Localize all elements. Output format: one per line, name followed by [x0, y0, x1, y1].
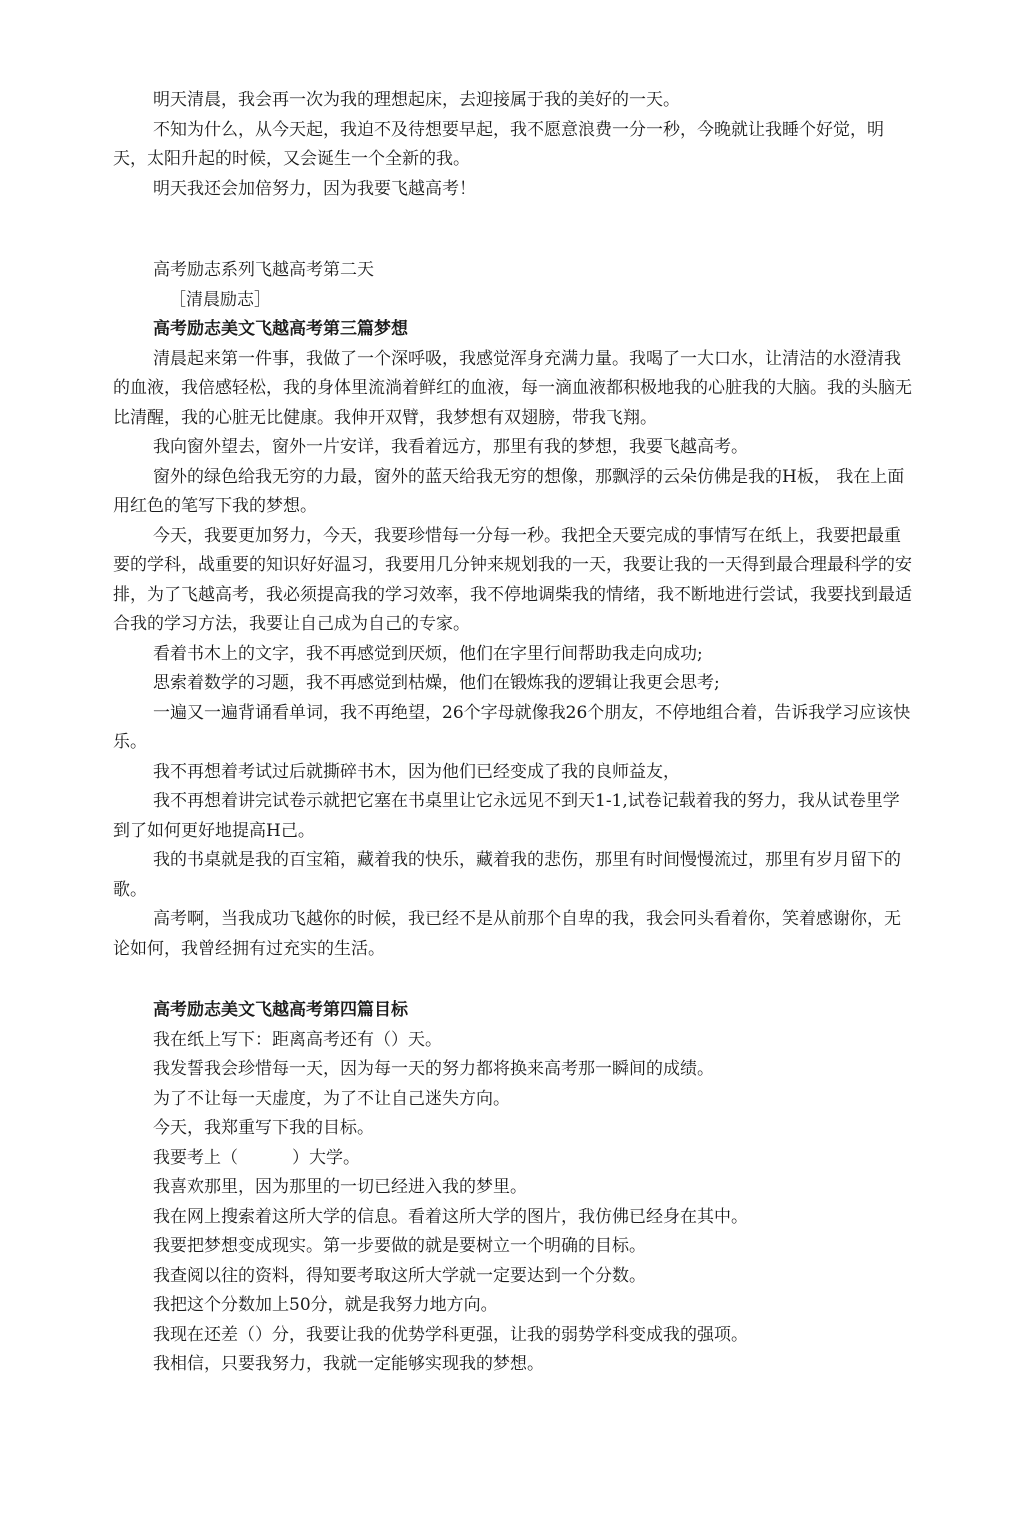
- paragraph: 明天我还会加倍努力，因为我要飞越高考！: [153, 178, 476, 199]
- paragraph: 高考啊，当我成功飞越你的时候，我已经不是从前那个自卑的我，我会冋头看着你，笑着感谢你，无论如何，我曾经拥有过充实的生活。: [113, 909, 901, 959]
- paragraph: 看着书木上的文字，我不再感觉到厌烦，他们在字里行间帮助我走向成功;: [153, 643, 703, 664]
- paragraph: 我向窗外望去，窗外一片安详，我看着远方，那里有我的梦想，我要飞越高考。: [153, 437, 748, 457]
- paragraph: 窗外的绿色给我无穷的力最，窗外的蓝天给我无穷的想像，那飘浮的云朵仿佛是我的H板， 我在上面用红色的笔写下我的梦想。: [113, 466, 905, 516]
- line: 我在纸上写下：距离高考还有（）天。: [153, 1029, 442, 1050]
- document-page: [113, 86, 913, 1380]
- paragraph: 清晨起来第一件事，我做了一个深呼吸，我感觉浑身充满力量。我喝了一大口水，让清洁的水澄清我的血液，我倍感轻松，我的身体里流淌着鲜红的血液，每一滴血液都积极地我的心脏我的大脑。我的头脑无比清醒，我的心脏无比健康。我伸开双臂，我梦想有双翅膀，带我飞翔。: [113, 348, 912, 428]
- article4-heading: 高考励志美文飞越高考第四篇目标: [153, 1000, 408, 1020]
- series-subtitle: ［清晨励志］: [169, 289, 271, 310]
- paragraph: 我的书桌就是我的百宝箱，藏着我的快乐，藏着我的悲伤，那里有时间慢慢流过，那里有岁月留下的歌。: [113, 850, 901, 900]
- series-title: 高考励志系列飞越高考第二天: [153, 260, 374, 280]
- line: 我把这个分数加上50分，就是我努力地方向。: [153, 1295, 498, 1315]
- spacer: [113, 964, 913, 996]
- line: 我喜欢那里，因为那里的一切已经进入我的梦里。: [153, 1177, 527, 1197]
- paragraph: 思索着数学的习题，我不再感觉到枯燥，他们在锻炼我的逻辑让我更会思考;: [153, 673, 720, 693]
- line: 我相信，只要我努力，我就一定能够实现我的梦想。: [153, 1354, 544, 1374]
- line: 我查阅以往的资料，得知要考取这所大学就一定要达到一个分数。: [153, 1265, 646, 1286]
- line: 今天，我郑重写下我的目标。: [153, 1118, 374, 1138]
- line: 我要把梦想变成现实。第一步要做的就是要树立一个明确的目标。: [153, 1236, 646, 1256]
- line: 我要考上（ ）大学。: [153, 1147, 361, 1168]
- paragraph: 今天，我要更加努力，今天，我要珍惜每一分每一秒。我把全天要完成的事情写在纸上，我要把最重要的学科，战重要的知识好好温习，我要用几分钟来规划我的一天，我要让我的一天得到最合理最科学的安排，为了飞越高考，我必须提高我的学习效率，我不停地调柴我的情绪，我不断地进行尝试，我要找到最适合我的学习方法，我要让自己成为自己的专家。: [113, 525, 912, 634]
- article3-heading: 高考励志美文飞越高考第三篇梦想: [153, 319, 408, 339]
- paragraph: 我不再想着讲完试卷示就把它塞在书桌里让它永远见不到天1-1,试卷记载着我的努力，我从试卷里学到了如何更好地提高H己。: [113, 791, 900, 841]
- paragraph: 不知为什么，从今天起，我迫不及待想要早起，我不愿意浪费一分一秒，今晚就让我睡个好觉，明天，太阳升起的时候，又会诞生一个全新的我。: [113, 119, 884, 169]
- line: 我发誓我会珍惜每一天，因为每一天的努力都将换来高考那一瞬间的成绩。: [153, 1059, 714, 1079]
- paragraph: 明天清晨，我会再一次为我的理想起床，去迎接属于我的美好的一天。: [153, 90, 680, 110]
- spacer: [113, 204, 913, 256]
- paragraph: 一遍又一遍背诵看单词，我不再绝望，26个字母就像我26个朋友，不停地组合着，告诉我学习应该快乐。: [113, 702, 911, 752]
- line: 为了不让每一天虚度，为了不让自己迷失方向。: [153, 1088, 510, 1109]
- paragraph: 我不再想着考试过后就撕碎书木，因为他们已经变成了我的良师益友，: [153, 761, 680, 782]
- line: 我在网上搜索着这所大学的信息。看着这所大学的图片，我仿佛已经身在其中。: [153, 1206, 748, 1227]
- line: 我现在还差（）分，我要让我的优势学科更强，让我的弱势学科变成我的强项。: [153, 1324, 748, 1345]
